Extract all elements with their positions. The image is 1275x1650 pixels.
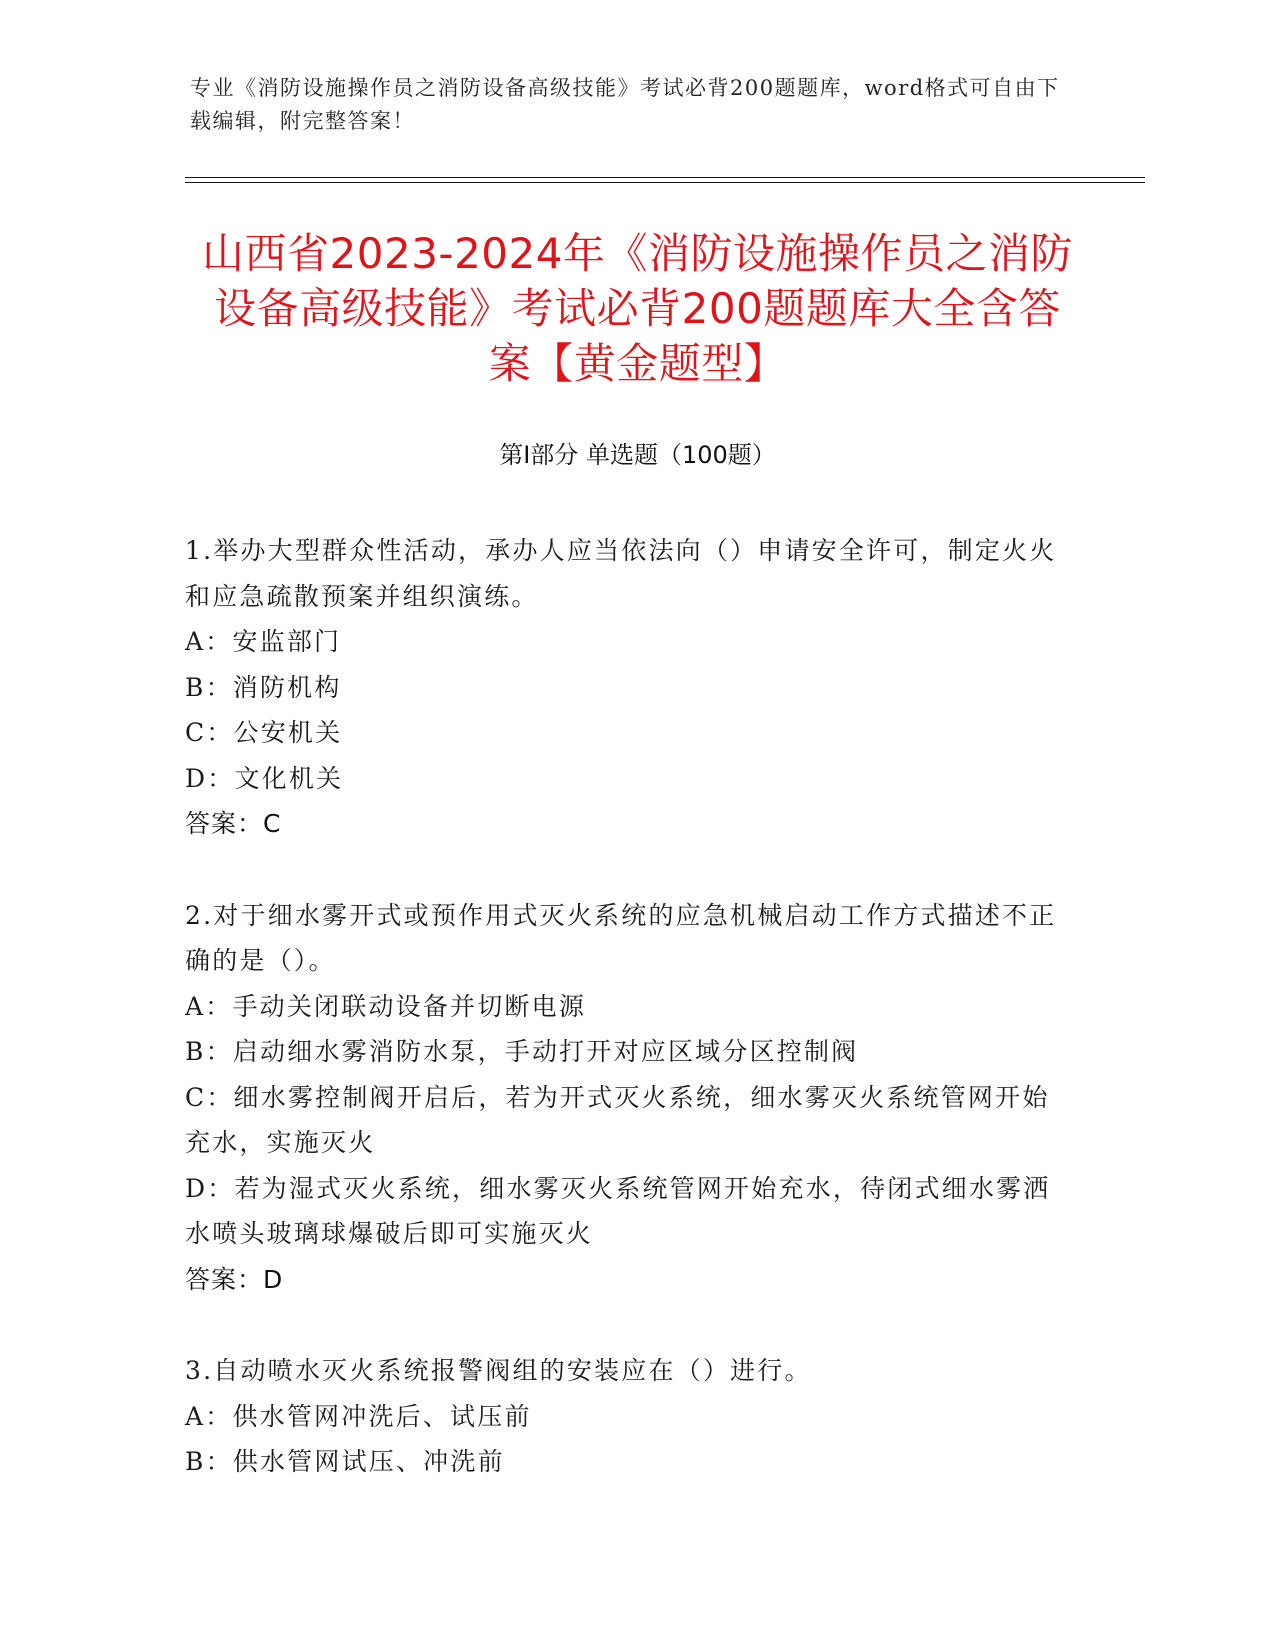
question-stem: 3.自动喷水灭火系统报警阀组的安装应在（）进行。: [185, 1356, 812, 1385]
option-c: C：细水雾控制阀开启后，若为开式灭火系统，细水雾灭火系统管网开始充水，实施灭火: [185, 1082, 1050, 1157]
question-stem: 1.举办大型群众性活动，承办人应当依法向（）申请安全许可，制定火火和应急疏散预案并组织演练。: [185, 536, 1057, 611]
question-stem: 2.对于细水雾开式或预作用式灭火系统的应急机械启动工作方式描述不正确的是（）。: [185, 900, 1057, 975]
section-heading: 第Ⅰ部分 单选题（100题）: [499, 441, 776, 469]
option-a: A：安监部门: [185, 627, 342, 656]
option-b: B：消防机构: [185, 672, 342, 702]
answer: 答案：D: [185, 1264, 284, 1294]
option-b: B：供水管网试压、冲洗前: [185, 1447, 505, 1476]
option-d: D：文化机关: [185, 763, 344, 793]
header-divider-top: [185, 177, 1145, 178]
question-list: [185, 528, 1065, 1531]
header-divider-bottom: [185, 182, 1145, 183]
answer: 答案：C: [185, 809, 282, 838]
question-2: [185, 893, 1065, 1303]
option-b: B：启动细水雾消防水泵，手动打开对应区域分区控制阀: [185, 1037, 859, 1066]
option-a: A：供水管网冲洗后、试压前: [185, 1401, 532, 1431]
document-title: 山西省2023-2024年《消防设施操作员之消防设备高级技能》考试必背200题题库大全含答案【黄金题型】: [202, 229, 1073, 388]
question-1: [185, 528, 1065, 847]
header-note: 专业《消防设施操作员之消防设备高级技能》考试必背200题题库，word格式可自由下载编辑，附完整答案！: [190, 76, 1060, 133]
option-a: A：手动关闭联动设备并切断电源: [185, 991, 587, 1021]
question-3: [185, 1348, 1065, 1485]
option-c: C：公安机关: [185, 718, 343, 747]
option-d: D：若为湿式灭火系统，细水雾灭火系统管网开始充水，待闭式细水雾洒水喷头玻璃球爆破后即可实施灭火: [185, 1173, 1051, 1248]
